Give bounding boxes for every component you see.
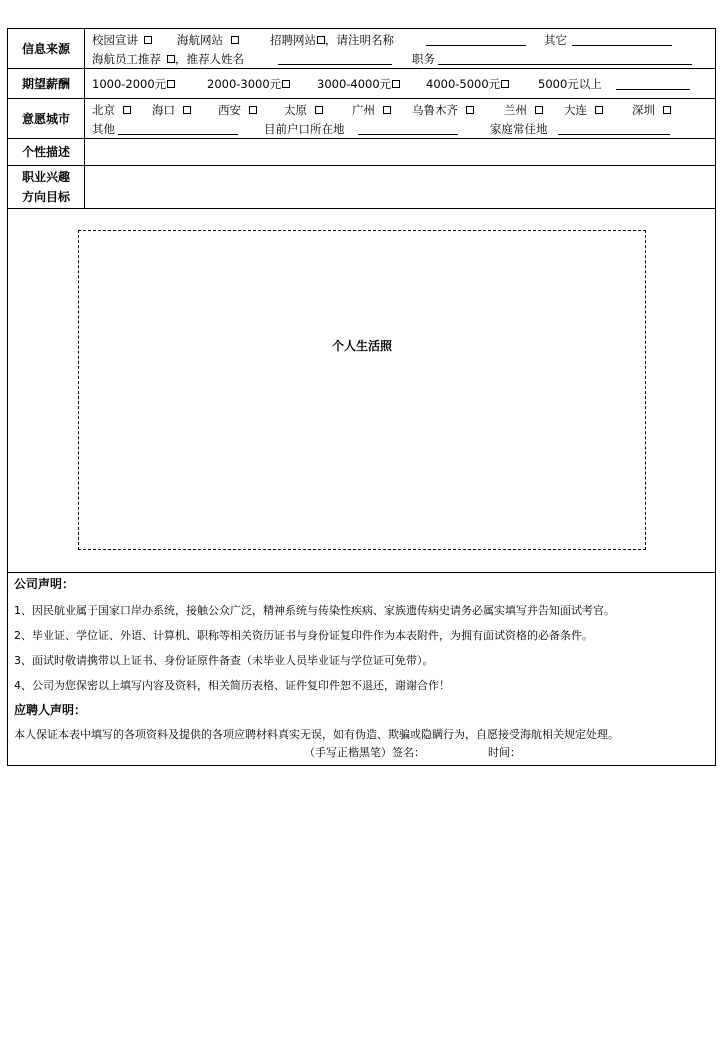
salary-above-field[interactable] — [616, 89, 690, 90]
checkbox-shenzhen[interactable] — [663, 106, 671, 114]
checkbox-referral[interactable] — [167, 55, 175, 63]
city-shenzhen: 深圳 — [632, 103, 655, 117]
checkbox-dalian[interactable] — [595, 106, 603, 114]
photo-upload-box[interactable] — [78, 230, 646, 550]
city-dalian: 大连 — [564, 103, 587, 117]
recruit-site-note: ，请注明名称 — [325, 33, 394, 47]
signature-label: （手写正楷黑笔）签名： — [304, 746, 425, 759]
recruit-site-name-field[interactable] — [426, 45, 526, 46]
time-label: 时间： — [488, 746, 521, 759]
city-urumqi: 乌鲁木齐 — [412, 103, 458, 117]
city-lanzhou: 兰州 — [504, 103, 527, 117]
home-label: 家庭常住地 — [490, 122, 548, 136]
company-declaration-item: 4、公司为您保密以上填写内容及资料，相关简历表格、证件复印件恕不退还，谢谢合作！ — [14, 679, 450, 692]
checkbox-salary-2[interactable] — [282, 80, 290, 88]
city-taiyuan: 太原 — [284, 103, 307, 117]
company-declaration-item: 1、因民航业属于国家口岸办系统，接触公众广泛，精神系统与传染性疾病、家族遗传病史请务必属实填写并告知面试考官。 — [14, 604, 615, 617]
salary-option-2: 2000-3000元 — [207, 77, 282, 91]
referrer-name-label: ，推荐人姓名 — [175, 52, 244, 66]
checkbox-campus[interactable] — [144, 36, 152, 44]
checkbox-lanzhou[interactable] — [535, 106, 543, 114]
application-form — [7, 28, 716, 766]
career-label-line2: 方向目标 — [21, 190, 70, 204]
applicant-declaration-title: 应聘人声明： — [14, 703, 87, 717]
option-other: 其它 — [544, 33, 567, 47]
checkbox-salary-4[interactable] — [501, 80, 509, 88]
salary-option-4: 4000-5000元 — [426, 77, 501, 91]
referrer-position-label: 职务 — [412, 52, 435, 66]
career-label-line1: 职业兴趣 — [21, 170, 70, 184]
personality-field[interactable] — [92, 139, 715, 165]
city-label: 意愿城市 — [8, 99, 85, 138]
checkbox-urumqi[interactable] — [466, 106, 474, 114]
salary-option-1: 1000-2000元 — [92, 77, 167, 91]
hukou-label: 目前户口所在地 — [264, 122, 345, 136]
career-field[interactable] — [92, 166, 715, 208]
photo-label: 个人生活照 — [331, 339, 392, 353]
salary-row — [8, 69, 715, 99]
career-label — [8, 166, 85, 208]
city-guangzhou: 广州 — [352, 103, 375, 117]
other-source-field[interactable] — [572, 45, 672, 46]
home-field[interactable] — [558, 134, 670, 135]
city-options — [92, 99, 715, 138]
personality-label: 个性描述 — [8, 139, 85, 165]
info-source-row — [8, 29, 715, 69]
photo-area — [8, 209, 715, 573]
city-beijing: 北京 — [92, 103, 115, 117]
salary-label: 期望薪酬 — [8, 69, 85, 98]
checkbox-recruit-site[interactable] — [317, 36, 325, 44]
salary-option-3: 3000-4000元 — [317, 77, 392, 91]
checkbox-beijing[interactable] — [123, 106, 131, 114]
option-website: 海航网站 — [177, 33, 223, 47]
checkbox-haikou[interactable] — [183, 106, 191, 114]
career-row — [8, 166, 715, 209]
checkbox-guangzhou[interactable] — [383, 106, 391, 114]
checkbox-xian[interactable] — [249, 106, 257, 114]
city-xian: 西安 — [218, 103, 241, 117]
option-campus: 校园宣讲 — [92, 33, 138, 47]
city-row — [8, 99, 715, 139]
city-other-field[interactable] — [118, 134, 238, 135]
checkbox-website[interactable] — [231, 36, 239, 44]
personality-row — [8, 139, 715, 166]
company-declaration-item: 3、面试时敬请携带以上证书、身份证原件备查（未毕业人员毕业证与学位证可免带）。 — [14, 654, 434, 667]
info-source-options — [92, 29, 715, 68]
info-source-label: 信息来源 — [8, 29, 85, 68]
checkbox-salary-3[interactable] — [392, 80, 400, 88]
option-referral: 海航员工推荐 — [92, 52, 161, 66]
company-declaration-title: 公司声明： — [14, 577, 75, 591]
salary-option-above: 5000元以上 — [538, 77, 602, 91]
option-recruit-site: 招聘网站 — [270, 33, 316, 47]
checkbox-salary-1[interactable] — [167, 80, 175, 88]
salary-options — [92, 69, 715, 98]
city-other-label: 其他 — [92, 122, 115, 136]
city-haikou: 海口 — [152, 103, 175, 117]
checkbox-taiyuan[interactable] — [315, 106, 323, 114]
applicant-declaration-text: 本人保证本表中填写的各项资料及提供的各项应聘材料真实无误，如有伪造、欺骗或隐瞒行为，自愿接受海航相关规定处理。 — [14, 728, 619, 741]
company-declaration-item: 2、毕业证、学位证、外语、计算机、职称等相关资历证书与身份证复印件作为本表附件，为拥有面试资格的必备条件。 — [14, 629, 593, 642]
referrer-name-field[interactable] — [278, 64, 392, 65]
hukou-field[interactable] — [358, 134, 458, 135]
referrer-position-field[interactable] — [438, 64, 692, 65]
